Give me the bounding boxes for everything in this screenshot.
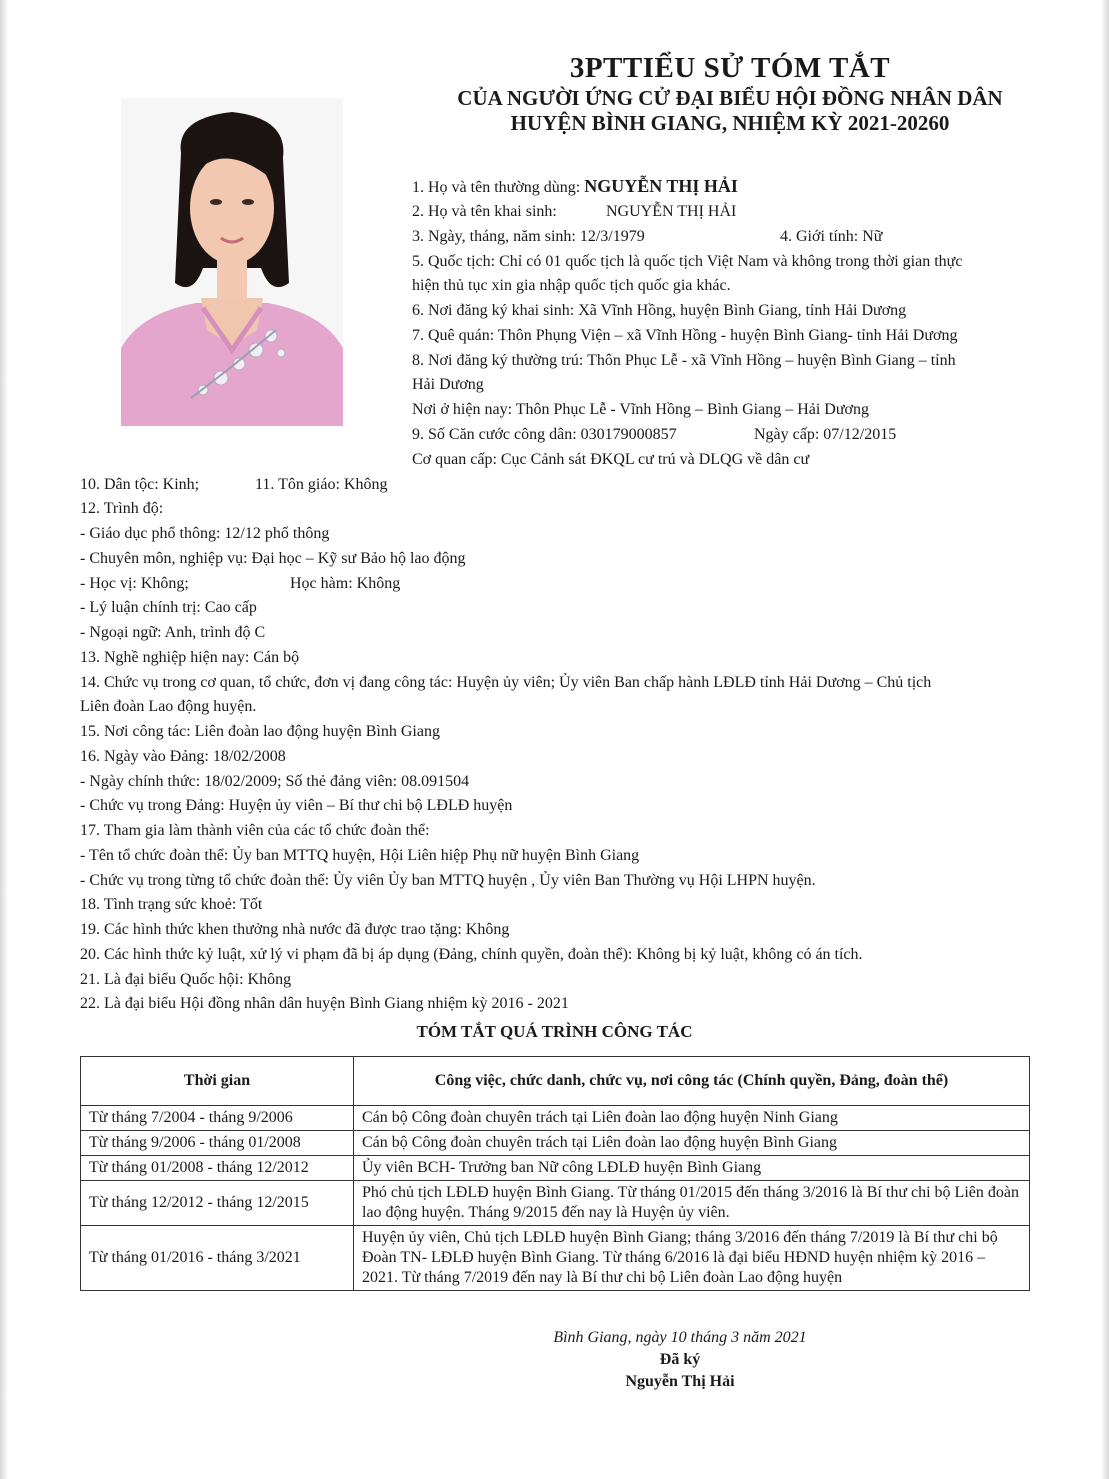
detail-organization-positions: - Chức vụ trong từng tổ chức đoàn thể: Ủy viên Ủy ban MTTQ huyện , Ủy viên Ban Thường vụ Hội LHPN huyện. [80, 872, 816, 889]
info-id-issuer: Cơ quan cấp: Cục Cảnh sát ĐKQL cư trú và DLQG về dân cư [412, 451, 810, 468]
detail-foreign-language: - Ngoại ngữ: Anh, trình độ C [80, 624, 266, 641]
row-time: Từ tháng 7/2004 - tháng 9/2006 [81, 1106, 354, 1131]
page-edge-left [0, 0, 8, 1479]
info-nationality-cont: hiện thủ tục xin gia nhập quốc tịch quốc gia khác. [412, 277, 731, 294]
info-current-residence: Nơi ở hiện nay: Thôn Phục Lễ - Vĩnh Hồng – Bình Giang – Hải Dương [412, 401, 869, 418]
signature-signed-note: Đã ký [659, 1351, 701, 1368]
row-time: Từ tháng 01/2008 - tháng 12/2012 [81, 1156, 354, 1181]
detail-occupation: 13. Nghề nghiệp hiện nay: Cán bộ [80, 649, 300, 666]
work-history-table [80, 1056, 1030, 1291]
info-birth-name-label: 2. Họ và tên khai sinh: [412, 203, 557, 220]
info-permanent-residence-cont: Hải Dương [412, 376, 484, 393]
table-header-row [81, 1057, 1030, 1106]
detail-discipline: 20. Các hình thức kỷ luật, xử lý vi phạm đã bị áp dụng (Đảng, chính quyền, đoàn thể): Không bị kỷ luật, không có án tích. [80, 946, 863, 963]
info-birth-name-value: NGUYỄN THỊ HẢI [606, 203, 737, 220]
detail-position-cont: Liên đoàn Lao động huyện. [80, 698, 257, 715]
document-title: 3PTTIỂU SỬ TÓM TẮT [569, 52, 891, 84]
detail-position: 14. Chức vụ trong cơ quan, tổ chức, đơn vị đang công tác: Huyện ủy viên; Ủy viên Ban chấp hành LĐLĐ tỉnh Hải Dương – Chủ tịch [80, 674, 932, 691]
row-description: Huyện ủy viên, Chủ tịch LĐLĐ huyện Bình Giang; tháng 3/2016 đến tháng 7/2019 là Bí thư chi bộ Đoàn TN- LĐLĐ huyện Bình Giang. Từ tháng 6/2016 là đại biểu HĐND huyện nhiệm kỳ 2016 – 2021. Từ tháng 7/2019 đến nay là Bí thư chi bộ Liên đoàn Lao động huyện [354, 1226, 1030, 1291]
info-permanent-residence: 8. Nơi đăng ký thường trú: Thôn Phục Lễ - xã Vĩnh Hồng – huyện Bình Giang – tỉnh [412, 352, 956, 369]
candidate-portrait-photo [121, 98, 343, 426]
info-hometown: 7. Quê quán: Thôn Phụng Viện – xã Vĩnh Hồng - huyện Bình Giang- tỉnh Hải Dương [412, 327, 958, 344]
table-row [81, 1156, 1030, 1181]
detail-general-education: - Giáo dục phổ thông: 12/12 phổ thông [80, 525, 330, 542]
row-time: Từ tháng 01/2016 - tháng 3/2021 [81, 1226, 354, 1291]
info-gender: 4. Giới tính: Nữ [780, 228, 883, 245]
detail-specialization: - Chuyên môn, nghiệp vụ: Đại học – Kỹ sư Bảo hộ lao động [80, 550, 466, 567]
row-time: Từ tháng 12/2012 - tháng 12/2015 [81, 1181, 354, 1226]
detail-awards: 19. Các hình thức khen thưởng nhà nước đã được trao tặng: Không [80, 921, 510, 938]
detail-political-theory: - Lý luận chính trị: Cao cấp [80, 599, 257, 616]
table-row [81, 1106, 1030, 1131]
detail-religion: 11. Tôn giáo: Không [255, 476, 388, 493]
work-history-title: TÓM TẮT QUÁ TRÌNH CÔNG TÁC [416, 1022, 693, 1041]
info-id-number: 9. Số Căn cước công dân: 030179000857 [412, 426, 677, 443]
table-row [81, 1226, 1030, 1291]
detail-council-delegate: 22. Là đại biểu Hội đồng nhân dân huyện Bình Giang nhiệm kỳ 2016 - 2021 [80, 995, 569, 1012]
detail-national-assembly: 21. Là đại biểu Quốc hội: Không [80, 971, 292, 988]
row-description: Ủy viên BCH- Trưởng ban Nữ công LĐLĐ huyện Bình Giang [354, 1156, 1030, 1181]
row-description: Phó chủ tịch LĐLĐ huyện Bình Giang. Từ tháng 01/2015 đến tháng 3/2016 là Bí thư chi bộ Liên đoàn lao động huyện. Tháng 9/2015 đến nay là Huyện ủy viên. [354, 1181, 1030, 1226]
info-full-name [412, 176, 738, 198]
detail-academic-degree: - Học vị: Không; [80, 575, 189, 592]
detail-workplace: 15. Nơi công tác: Liên đoàn lao động huyện Bình Giang [80, 723, 440, 740]
info-full-name-value: NGUYỄN THỊ HẢI [584, 176, 738, 196]
detail-party-join-date: 16. Ngày vào Đảng: 18/02/2008 [80, 748, 286, 765]
info-id-issue-date: Ngày cấp: 07/12/2015 [754, 426, 897, 443]
document-subtitle-2: HUYỆN BÌNH GIANG, NHIỆM KỲ 2021-20260 [510, 111, 950, 135]
column-header-time: Thời gian [81, 1057, 354, 1106]
detail-party-official-date: - Ngày chính thức: 18/02/2009; Số thẻ đảng viên: 08.091504 [80, 773, 470, 790]
detail-health: 18. Tình trạng sức khoẻ: Tốt [80, 896, 263, 913]
document-header [380, 50, 1080, 136]
table-row [81, 1181, 1030, 1226]
table-row [81, 1131, 1030, 1156]
row-time: Từ tháng 9/2006 - tháng 01/2008 [81, 1131, 354, 1156]
detail-academic-title: Học hàm: Không [290, 575, 401, 592]
detail-party-position: - Chức vụ trong Đảng: Huyện ủy viên – Bí thư chi bộ LĐLĐ huyện [80, 797, 513, 814]
row-description: Cán bộ Công đoàn chuyên trách tại Liên đoàn lao động huyện Ninh Giang [354, 1106, 1030, 1131]
detail-ethnicity: 10. Dân tộc: Kinh; [80, 476, 200, 493]
page-edge-right [1101, 0, 1109, 1479]
column-header-description: Công việc, chức danh, chức vụ, nơi công tác (Chính quyền, Đảng, đoàn thể) [354, 1057, 1030, 1106]
detail-organizations-heading: 17. Tham gia làm thành viên của các tổ chức đoàn thể: [80, 822, 430, 839]
signature-place-date: Bình Giang, ngày 10 tháng 3 năm 2021 [553, 1329, 807, 1346]
document-subtitle-1: CỦA NGƯỜI ỨNG CỬ ĐẠI BIỂU HỘI ĐỒNG NHÂN DÂN [457, 86, 1003, 110]
row-description: Cán bộ Công đoàn chuyên trách tại Liên đoàn lao động huyện Bình Giang [354, 1131, 1030, 1156]
info-full-name-label: 1. Họ và tên thường dùng: [412, 179, 585, 196]
info-birth-date: 3. Ngày, tháng, năm sinh: 12/3/1979 [412, 228, 645, 245]
info-nationality: 5. Quốc tịch: Chỉ có 01 quốc tịch là quốc tịch Việt Nam và không trong thời gian thực [412, 253, 963, 270]
detail-organization-names: - Tên tổ chức đoàn thể: Ủy ban MTTQ huyện, Hội Liên hiệp Phụ nữ huyện Bình Giang [80, 847, 640, 864]
signature-name: Nguyễn Thị Hải [625, 1373, 735, 1390]
detail-education-heading: 12. Trình độ: [80, 500, 164, 517]
info-birth-registration: 6. Nơi đăng ký khai sinh: Xã Vĩnh Hồng, huyện Bình Giang, tỉnh Hải Dương [412, 302, 907, 319]
